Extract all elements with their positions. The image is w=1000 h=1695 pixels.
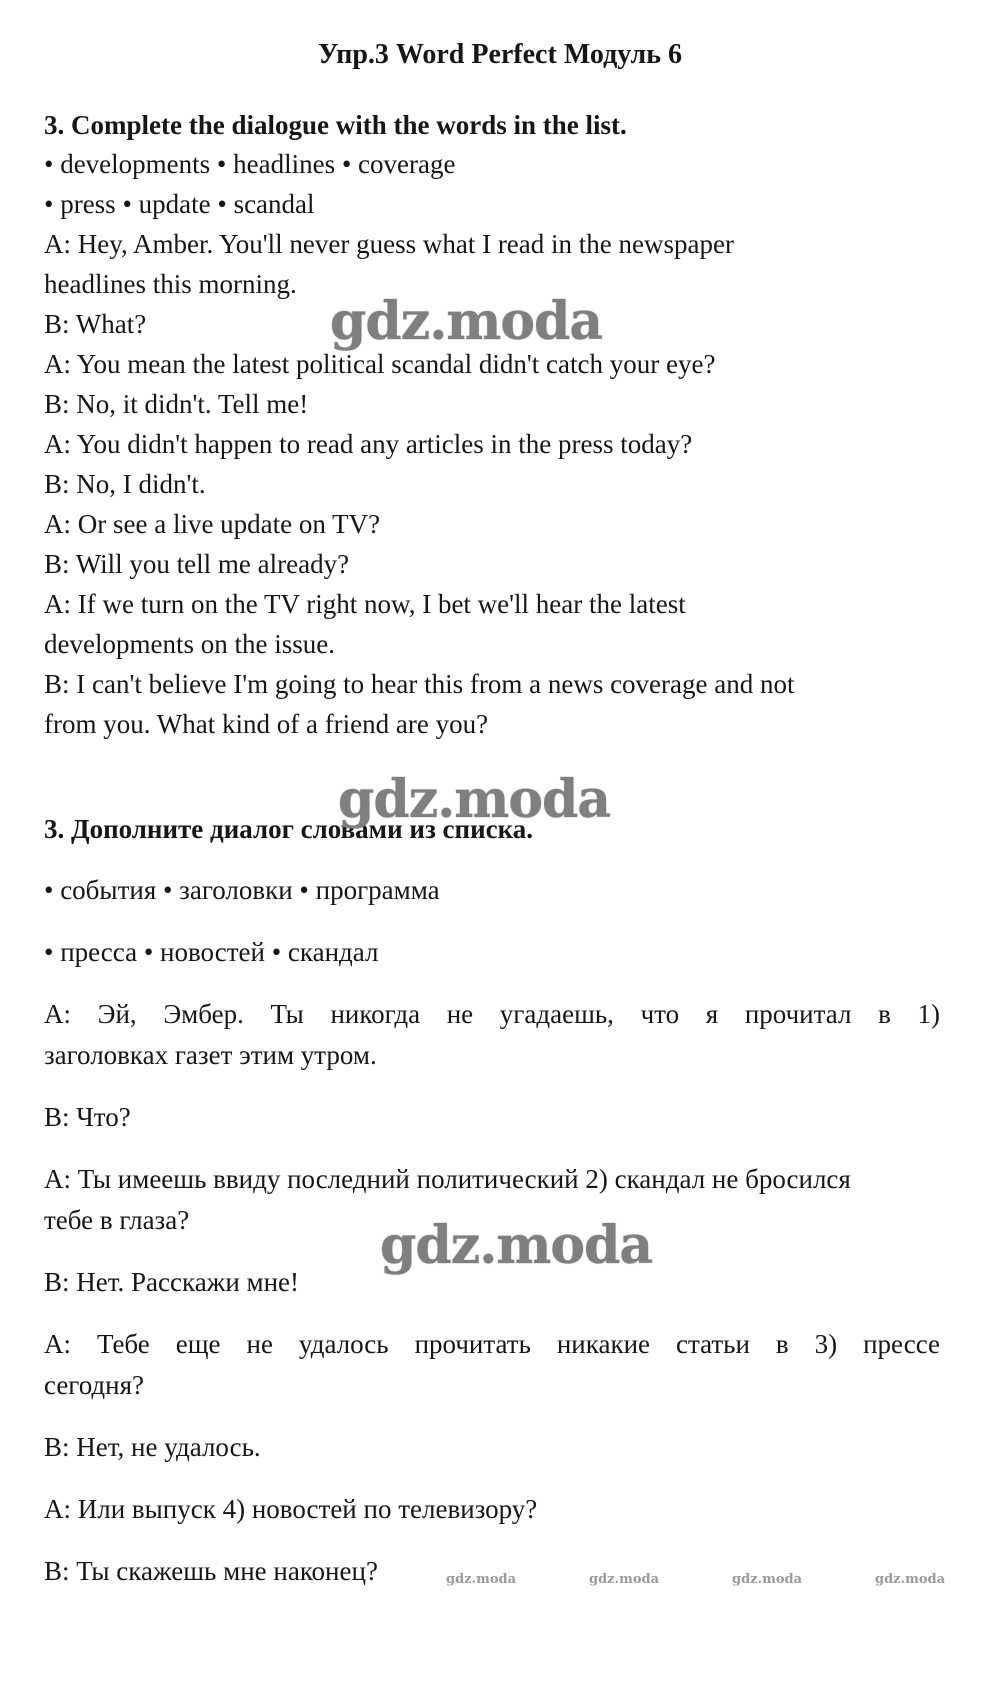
english-dialogue-line: A: Or see a live update on TV? <box>44 509 381 539</box>
page-title: Упр.3 Word Perfect Модуль 6 <box>317 39 683 70</box>
watermark-small: gdz.moda <box>732 1572 803 1587</box>
english-word-list-line: • press • update • scandal <box>44 189 315 219</box>
russian-dialogue-line: А: Тебе еще не удалось прочитать никакие статьи в 3) прессе <box>44 1329 940 1359</box>
english-dialogue-line: A: You mean the latest political scandal didn't catch your eye? <box>44 349 716 379</box>
russian-dialogue-line: сегодня? <box>44 1370 145 1400</box>
russian-dialogue-line: В: Нет, не удалось. <box>44 1432 261 1462</box>
english-dialogue-line: A: You didn't happen to read any articles in the press today? <box>44 429 693 459</box>
english-word-list-line: • developments • headlines • coverage <box>44 149 456 179</box>
watermark-logo: gdz.moda <box>380 1215 653 1276</box>
english-dialogue-line: B: No, it didn't. Tell me! <box>44 389 309 419</box>
russian-word-list-line: • пресса • новостей • скандал <box>44 937 379 967</box>
watermark-small: gdz.moda <box>446 1572 517 1587</box>
russian-dialogue-line: А: Эй, Эмбер. Ты никогда не угадаешь, что я прочитал в 1) <box>44 999 940 1029</box>
english-dialogue-line: from you. What kind of a friend are you? <box>44 709 489 739</box>
english-dialogue-line: B: I can't believe I'm going to hear this from a news coverage and not <box>44 669 795 699</box>
russian-dialogue-line: А: Или выпуск 4) новостей по телевизору? <box>44 1494 538 1524</box>
watermark-small: gdz.moda <box>589 1572 660 1587</box>
russian-dialogue-line: В: Что? <box>44 1102 131 1132</box>
russian-exercise-heading: 3. Дополните диалог словами из списка. <box>44 814 534 844</box>
russian-dialogue-line: заголовках газет этим утром. <box>44 1040 377 1070</box>
english-dialogue-line: developments on the issue. <box>44 629 335 659</box>
russian-dialogue-line: В: Нет. Расскажи мне! <box>44 1267 300 1297</box>
english-dialogue-line: B: What? <box>44 309 147 339</box>
english-dialogue-line: A: If we turn on the TV right now, I bet we'll hear the latest <box>44 589 686 619</box>
english-dialogue-line: B: No, I didn't. <box>44 469 206 499</box>
russian-dialogue-line: В: Ты скажешь мне наконец? <box>44 1556 378 1586</box>
watermark-small: gdz.moda <box>875 1572 946 1587</box>
russian-dialogue-line: тебе в глаза? <box>44 1205 190 1235</box>
english-dialogue-line: B: Will you tell me already? <box>44 549 350 579</box>
english-dialogue-line: headlines this morning. <box>44 269 297 299</box>
watermark-logo: gdz.moda <box>338 769 611 830</box>
watermark-logo: gdz.moda <box>330 291 603 352</box>
english-exercise-heading: 3. Complete the dialogue with the words in the list. <box>44 110 627 140</box>
russian-dialogue-line: А: Ты имеешь ввиду последний политический 2) скандал не бросился <box>44 1164 851 1194</box>
english-dialogue-line: A: Hey, Amber. You'll never guess what I read in the newspaper <box>44 229 734 259</box>
russian-word-list-line: • события • заголовки • программа <box>44 875 440 905</box>
